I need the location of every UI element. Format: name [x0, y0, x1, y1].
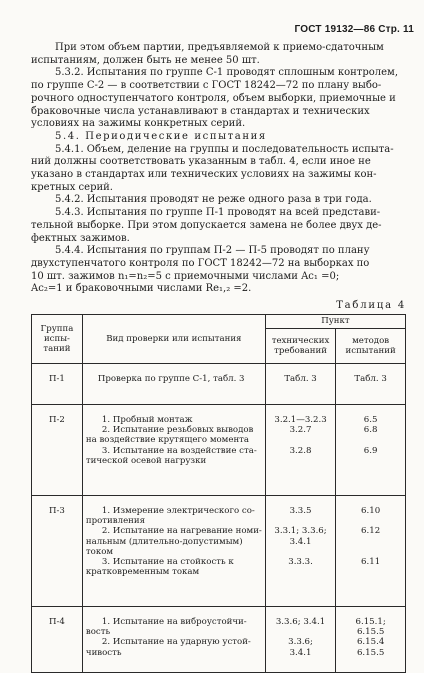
cell-test: Проверка по группе С-1, табл. 3 [82, 364, 265, 405]
paragraph-line: 10 шт. зажимов n₁=n₂=5 с приемочными числами Ac₁ =0; [31, 270, 340, 282]
cell-req: 3.3.5 3.3.1; 3.3.6; 3.4.1 3.3.3. [265, 496, 335, 607]
cell-meth: 6.10 6.12 6.11 [336, 496, 406, 607]
header-requirements: технических требований [265, 329, 335, 364]
cell-meth: 6.15.1; 6.15.5 6.15.4 6.15.5 [336, 607, 406, 673]
body-text [31, 42, 408, 296]
cell-req: Табл. 3 [265, 364, 335, 405]
page-header: ГОСТ 19132—86 Стр. 11 [294, 24, 414, 35]
section-heading: 5.4. Периодические испытания [55, 130, 267, 142]
cell-req: 3.2.1—3.2.3 3.2.7 3.2.8 [265, 405, 335, 496]
cell-meth: 6.5 6.8 6.9 [336, 405, 406, 496]
table-row [32, 607, 406, 673]
cell-meth: Табл. 3 [336, 364, 406, 405]
table-row [32, 364, 406, 405]
paragraph-line: 5.4.2. Испытания проводят не реже одного раза в три года. [55, 194, 372, 206]
paragraph-line: 5.4.3. Испытания по группе П-1 проводят на всей представи- [55, 207, 381, 219]
paragraph-line: 5.4.4. Испытания по группам П-2 — П-5 проводят по плану [55, 245, 370, 257]
header-test: Вид проверки или испытания [82, 315, 265, 364]
cell-test: 1. Испытание на виброустойчи- вость 2. Испытание на ударную устой- чивость [82, 607, 265, 673]
table-row [32, 496, 406, 607]
paragraph-line: 5.4.1. Объем, деление на группы и последовательность испыта- [55, 143, 394, 155]
paragraph-line: по группе С-2 — в соответствии с ГОСТ 18242—72 по плану выбо- [31, 80, 382, 92]
header-methods: методов испытаний [336, 329, 406, 364]
paragraph-line: кретных серий. [31, 181, 113, 193]
table-row [32, 405, 406, 496]
paragraph-line: рочного одноступенчатого контроля, объем выборки, приемочные и [31, 92, 396, 104]
cell-group: П-1 [32, 364, 83, 405]
header-group: Группа испы- таний [32, 315, 83, 364]
cell-group: П-3 [32, 496, 83, 607]
cell-group: П-4 [32, 607, 83, 673]
paragraph-line: условиях на зажимы конкретных серий. [31, 118, 246, 130]
cell-test: 1. Пробный монтаж 2. Испытание резьбовых выводов на воздействие крутящего момента 3. Испытание на воздействие ста- тической осевой нагрузки [82, 405, 265, 496]
paragraph-line: испытаниям, должен быть не менее 50 шт. [31, 54, 260, 66]
cell-req: 3.3.6; 3.4.1 3.3.6; 3.4.1 [265, 607, 335, 673]
paragraph-line: фектных зажимов. [31, 232, 130, 244]
paragraph-line: браковочные числа устанавливают в стандартах и технических [31, 105, 370, 117]
paragraph-line: указано в стандартах или технических условиях на зажимы кон- [31, 169, 377, 181]
cell-group: П-2 [32, 405, 83, 496]
paragraph-line: ний должны соответствовать указанным в табл. 4, если иное не [31, 156, 371, 168]
paragraph-line: тельной выборке. При этом допускается замена не более двух де- [31, 219, 382, 231]
paragraph-line: При этом объем партии, предъявляемой к приемо-сдаточным [55, 42, 384, 53]
table-caption: Таблица 4 [336, 300, 406, 311]
paragraph-line: двухступенчатого контроля по ГОСТ 18242—72 на выборках по [31, 257, 370, 269]
cell-test: 1. Измерение электрического со- противления 2. Испытание на нагревание номи- нальным (длительно-допустимым) током 3. Испытание на стойкость к кратковременным токам [82, 496, 265, 607]
tests-table [31, 314, 406, 673]
header-point: Пункт [265, 315, 405, 329]
paragraph-line: Ac₂=1 и браковочными числами Re₁,₂ =2. [31, 283, 252, 295]
paragraph-line: 5.3.2. Испытания по группе С-1 проводят сплошным контролем, [55, 67, 398, 79]
